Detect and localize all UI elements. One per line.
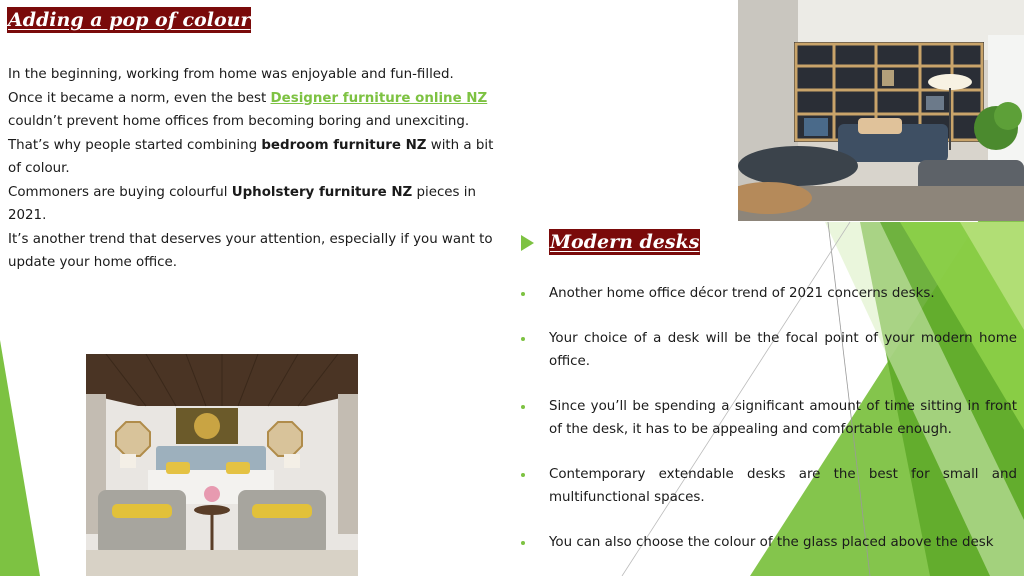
bedroom-photo — [86, 354, 358, 576]
text-run: Once it became a norm, even the best — [8, 90, 271, 106]
list-item — [520, 282, 1017, 306]
bullet-text: Since you’ll be spending a significant amount of time sitting in front of the desk, it has to be appealing and comfortable enough. — [549, 398, 1017, 437]
paragraph-line — [8, 134, 496, 181]
bold-keyword: Upholstery furniture NZ — [231, 184, 413, 200]
section-heading-colour: Adding a pop of colour — [8, 9, 251, 31]
paragraph-line — [8, 87, 496, 134]
text-run: Commoners are buying colourful — [8, 184, 232, 200]
text-run: with a bit of colour. — [8, 137, 494, 176]
arrow-bullet-icon — [521, 235, 534, 251]
bullet-dot-icon — [521, 292, 525, 296]
bullet-dot-icon — [521, 405, 525, 409]
section-heading-desks: Modern desks — [550, 231, 700, 253]
bullet-text: Another home office décor trend of 2021 concerns desks. — [549, 286, 935, 301]
bullet-text: Contemporary extendable desks are the best for small and multifunctional spaces. — [549, 466, 1017, 505]
text-run: pieces in 2021. — [8, 184, 476, 223]
paragraph-line: In the beginning, working from home was enjoyable and fun-filled. — [8, 67, 454, 82]
living-room-photo — [738, 0, 1024, 221]
bullet-dot-icon — [521, 473, 525, 477]
list-item — [520, 463, 1017, 510]
list-item — [520, 531, 1017, 555]
desk-bullet-list — [520, 282, 1017, 554]
paragraph-line: It’s another trend that deserves your attention, especially if you want to update your home office. — [8, 231, 493, 270]
text-run: That’s why people started combining — [8, 137, 262, 153]
bullet-text: Your choice of a desk will be the focal point of your modern home office. — [549, 330, 1017, 369]
list-item — [520, 327, 1017, 374]
bold-keyword: bedroom furniture NZ — [261, 137, 427, 153]
text-run: couldn’t prevent home offices from becoming boring and unexciting. — [8, 114, 470, 129]
bullet-dot-icon — [521, 541, 525, 545]
list-item — [520, 395, 1017, 442]
colour-paragraph — [8, 63, 496, 275]
paragraph-line — [8, 181, 496, 228]
bullet-dot-icon — [521, 337, 525, 341]
bullet-text: You can also choose the colour of the glass placed above the desk — [549, 534, 994, 550]
designer-furniture-link[interactable]: Designer furniture online NZ — [270, 90, 488, 106]
